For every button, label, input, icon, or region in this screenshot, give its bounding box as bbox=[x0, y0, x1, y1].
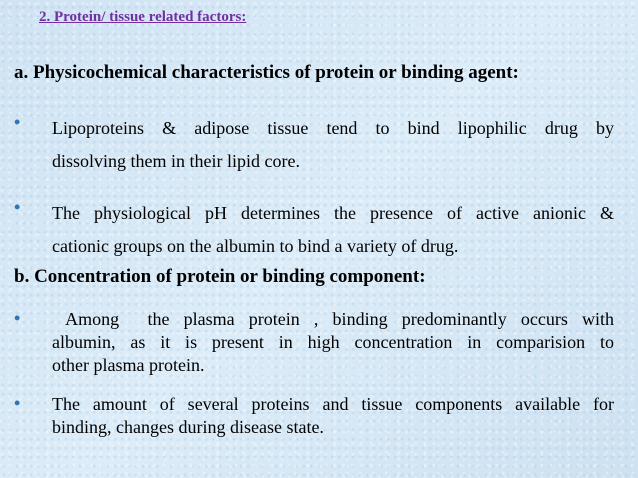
bullet-paragraph-b1 bbox=[52, 308, 614, 377]
bullet-icon: • bbox=[14, 112, 21, 132]
bullet-icon: • bbox=[14, 308, 21, 328]
paragraph-line: Lipoproteins & adipose tissue tend to bind lipophilic drug by bbox=[52, 118, 614, 138]
paragraph-line: other plasma protein. bbox=[52, 355, 205, 375]
bullet-paragraph-b2 bbox=[52, 393, 614, 439]
bullet-icon: • bbox=[14, 393, 21, 413]
paragraph-line: cationic groups on the albumin to bind a variety of drug. bbox=[52, 236, 459, 256]
paragraph-line: The amount of several proteins and tissue components available for bbox=[52, 394, 614, 414]
bullet-icon: • bbox=[14, 197, 21, 217]
paragraph-line: binding, changes during disease state. bbox=[52, 417, 324, 437]
paragraph-line: albumin, as it is present in high concentration in comparision to bbox=[52, 332, 614, 352]
section-a-heading: a. Physicochemical characteristics of protein or binding agent: bbox=[14, 62, 519, 83]
section-b-heading: b. Concentration of protein or binding component: bbox=[14, 266, 426, 287]
paragraph-line: The physiological pH determines the presence of active anionic & bbox=[52, 203, 614, 223]
bullet-paragraph-a2 bbox=[52, 197, 614, 263]
slide-title: 2. Protein/ tissue related factors: bbox=[39, 9, 247, 25]
paragraph-line: dissolving them in their lipid core. bbox=[52, 151, 300, 171]
paragraph-line: Among the plasma protein , binding predominantly occurs with bbox=[52, 309, 614, 329]
bullet-paragraph-a1 bbox=[52, 112, 614, 178]
